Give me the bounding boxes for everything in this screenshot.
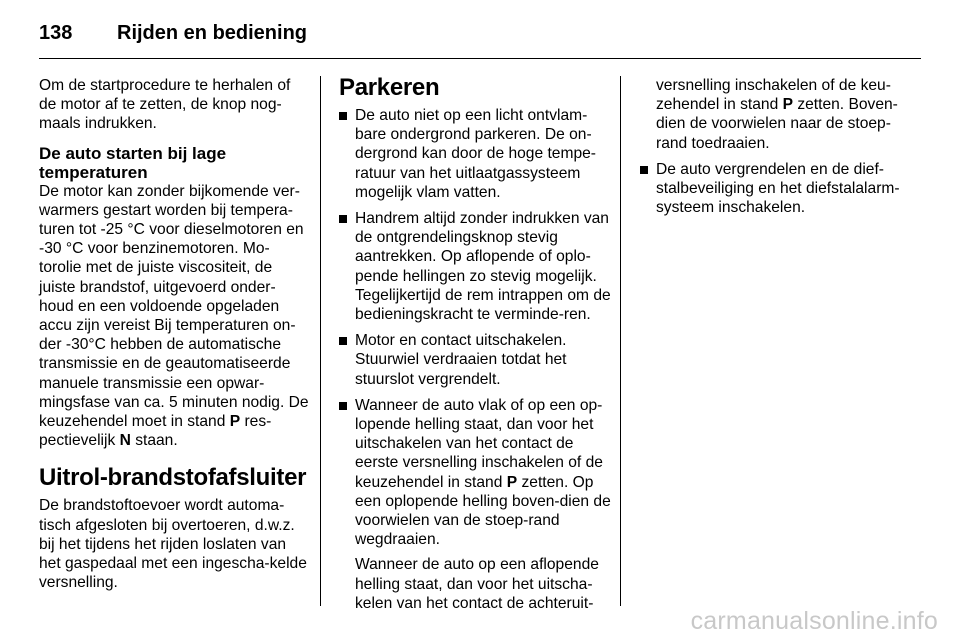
square-bullet-icon	[339, 112, 347, 120]
square-bullet-icon	[339, 337, 347, 345]
page-number: 138	[39, 21, 73, 44]
list-item-text: De auto niet op een licht ontvlam-bare ondergrond parkeren. De on-dergrond kan door de hoge tempe-ratuur van het uitlaatgassysteem mogelijk vlam vatten.	[355, 107, 597, 201]
parking-bullet-list-cont	[640, 160, 922, 218]
list-item-text-part: Wanneer de auto vlak of op een op-lopende helling staat, dan voor het uitschakelen van het contact de eerste versnelling inschakelen of de keuzehendel in stand	[355, 396, 603, 491]
parking-bullet-list	[339, 106, 611, 613]
intro-paragraph: Om de startprocedure te herhalen of de motor af te zetten, de knop nog-maals indrukken.	[39, 77, 291, 133]
continuation-paragraph	[640, 76, 922, 153]
header-divider	[39, 58, 921, 59]
section-heading-fuel-cutoff: Uitrol-brandstofafsluiter	[39, 464, 307, 492]
gear-p-label: P	[229, 413, 241, 431]
list-item	[339, 396, 611, 613]
list-item-text: Motor en contact uitschakelen. Stuurwiel verdraaien totdat het stuurslot vergrendelt.	[355, 332, 567, 388]
list-item-continuation: Wanneer de auto op een aflopende helling staat, dan voor het uitscha-kelen van het contact de achteruit-	[355, 556, 599, 612]
column-1	[39, 76, 309, 602]
continuation-text-1: versnelling inschakelen of de keu-zehendel in stand	[656, 77, 891, 114]
list-item	[339, 209, 611, 324]
page-title: Rijden en bediening	[117, 21, 308, 44]
section-heading-cold-start: De auto starten bij lage temperaturen	[39, 143, 227, 182]
square-bullet-icon	[339, 402, 347, 410]
list-item	[640, 160, 922, 218]
gear-p-label: P	[506, 473, 518, 491]
column-divider-1	[320, 76, 321, 606]
square-bullet-icon	[339, 215, 347, 223]
page-header	[39, 18, 307, 48]
list-item-text: Handrem altijd zonder indrukken van de ontgrendelingsknop stevig aantrekken. Op aflopende of oplo-pende hellingen zo stevig mogelijk. Tegelijkertijd de rem intrappen om de bedieningskracht te verminde-ren.	[355, 210, 611, 324]
gear-n-label: N	[119, 432, 131, 450]
list-item	[339, 106, 611, 202]
cold-start-paragraph	[39, 182, 309, 451]
square-bullet-icon	[640, 166, 648, 174]
watermark: carmanualsonline.info	[690, 607, 938, 635]
gear-p-label: P	[782, 96, 793, 114]
cold-start-text-1: De motor kan zonder bijkomende ver-warmers gestart worden bij tempera-turen tot -25 °C voor dieselmotoren en -30 °C voor benzinemotoren. Mo-torolie met de juiste viscositeit, de juiste brandstof, uitgevoerd onder-houd en een voldoende opgeladen accu zijn vereist Bij temperaturen on-der -30°C hebben de automatische transmissie en de geautomatiseerde manuele transmissie een opwar-mingsfase van ca. 5 minuten nodig. De keuzehendel moet in stand	[39, 182, 309, 431]
section-heading-parking: Parkeren	[339, 74, 440, 101]
continuation-text-2: zetten. Boven-dien de voorwielen naar de stoep-rand toedraaien.	[656, 96, 898, 152]
fuel-cutoff-paragraph: De brandstoftoevoer wordt automa-tisch afgesloten bij overtoeren, d.w.z. bij het tijdens het rijden loslaten van het gaspedaal met een ingescha-kelde versnelling.	[39, 497, 307, 592]
column-3	[640, 76, 922, 224]
list-item-text: De auto vergrendelen en de dief-stalbeveiliging en het diefstalalarm-systeem inschakelen.	[656, 160, 900, 217]
cold-start-text-3: staan.	[130, 432, 178, 450]
column-divider-2	[620, 76, 621, 606]
list-item-text-part: zetten. Op een oplopende helling boven-dien de voorwielen van de stoep-rand wegdraaien.	[355, 473, 611, 549]
cold-start-text-2: res-pectievelijk	[39, 413, 272, 450]
list-item-text	[355, 396, 611, 550]
column-2	[339, 76, 611, 620]
list-item	[339, 331, 611, 389]
